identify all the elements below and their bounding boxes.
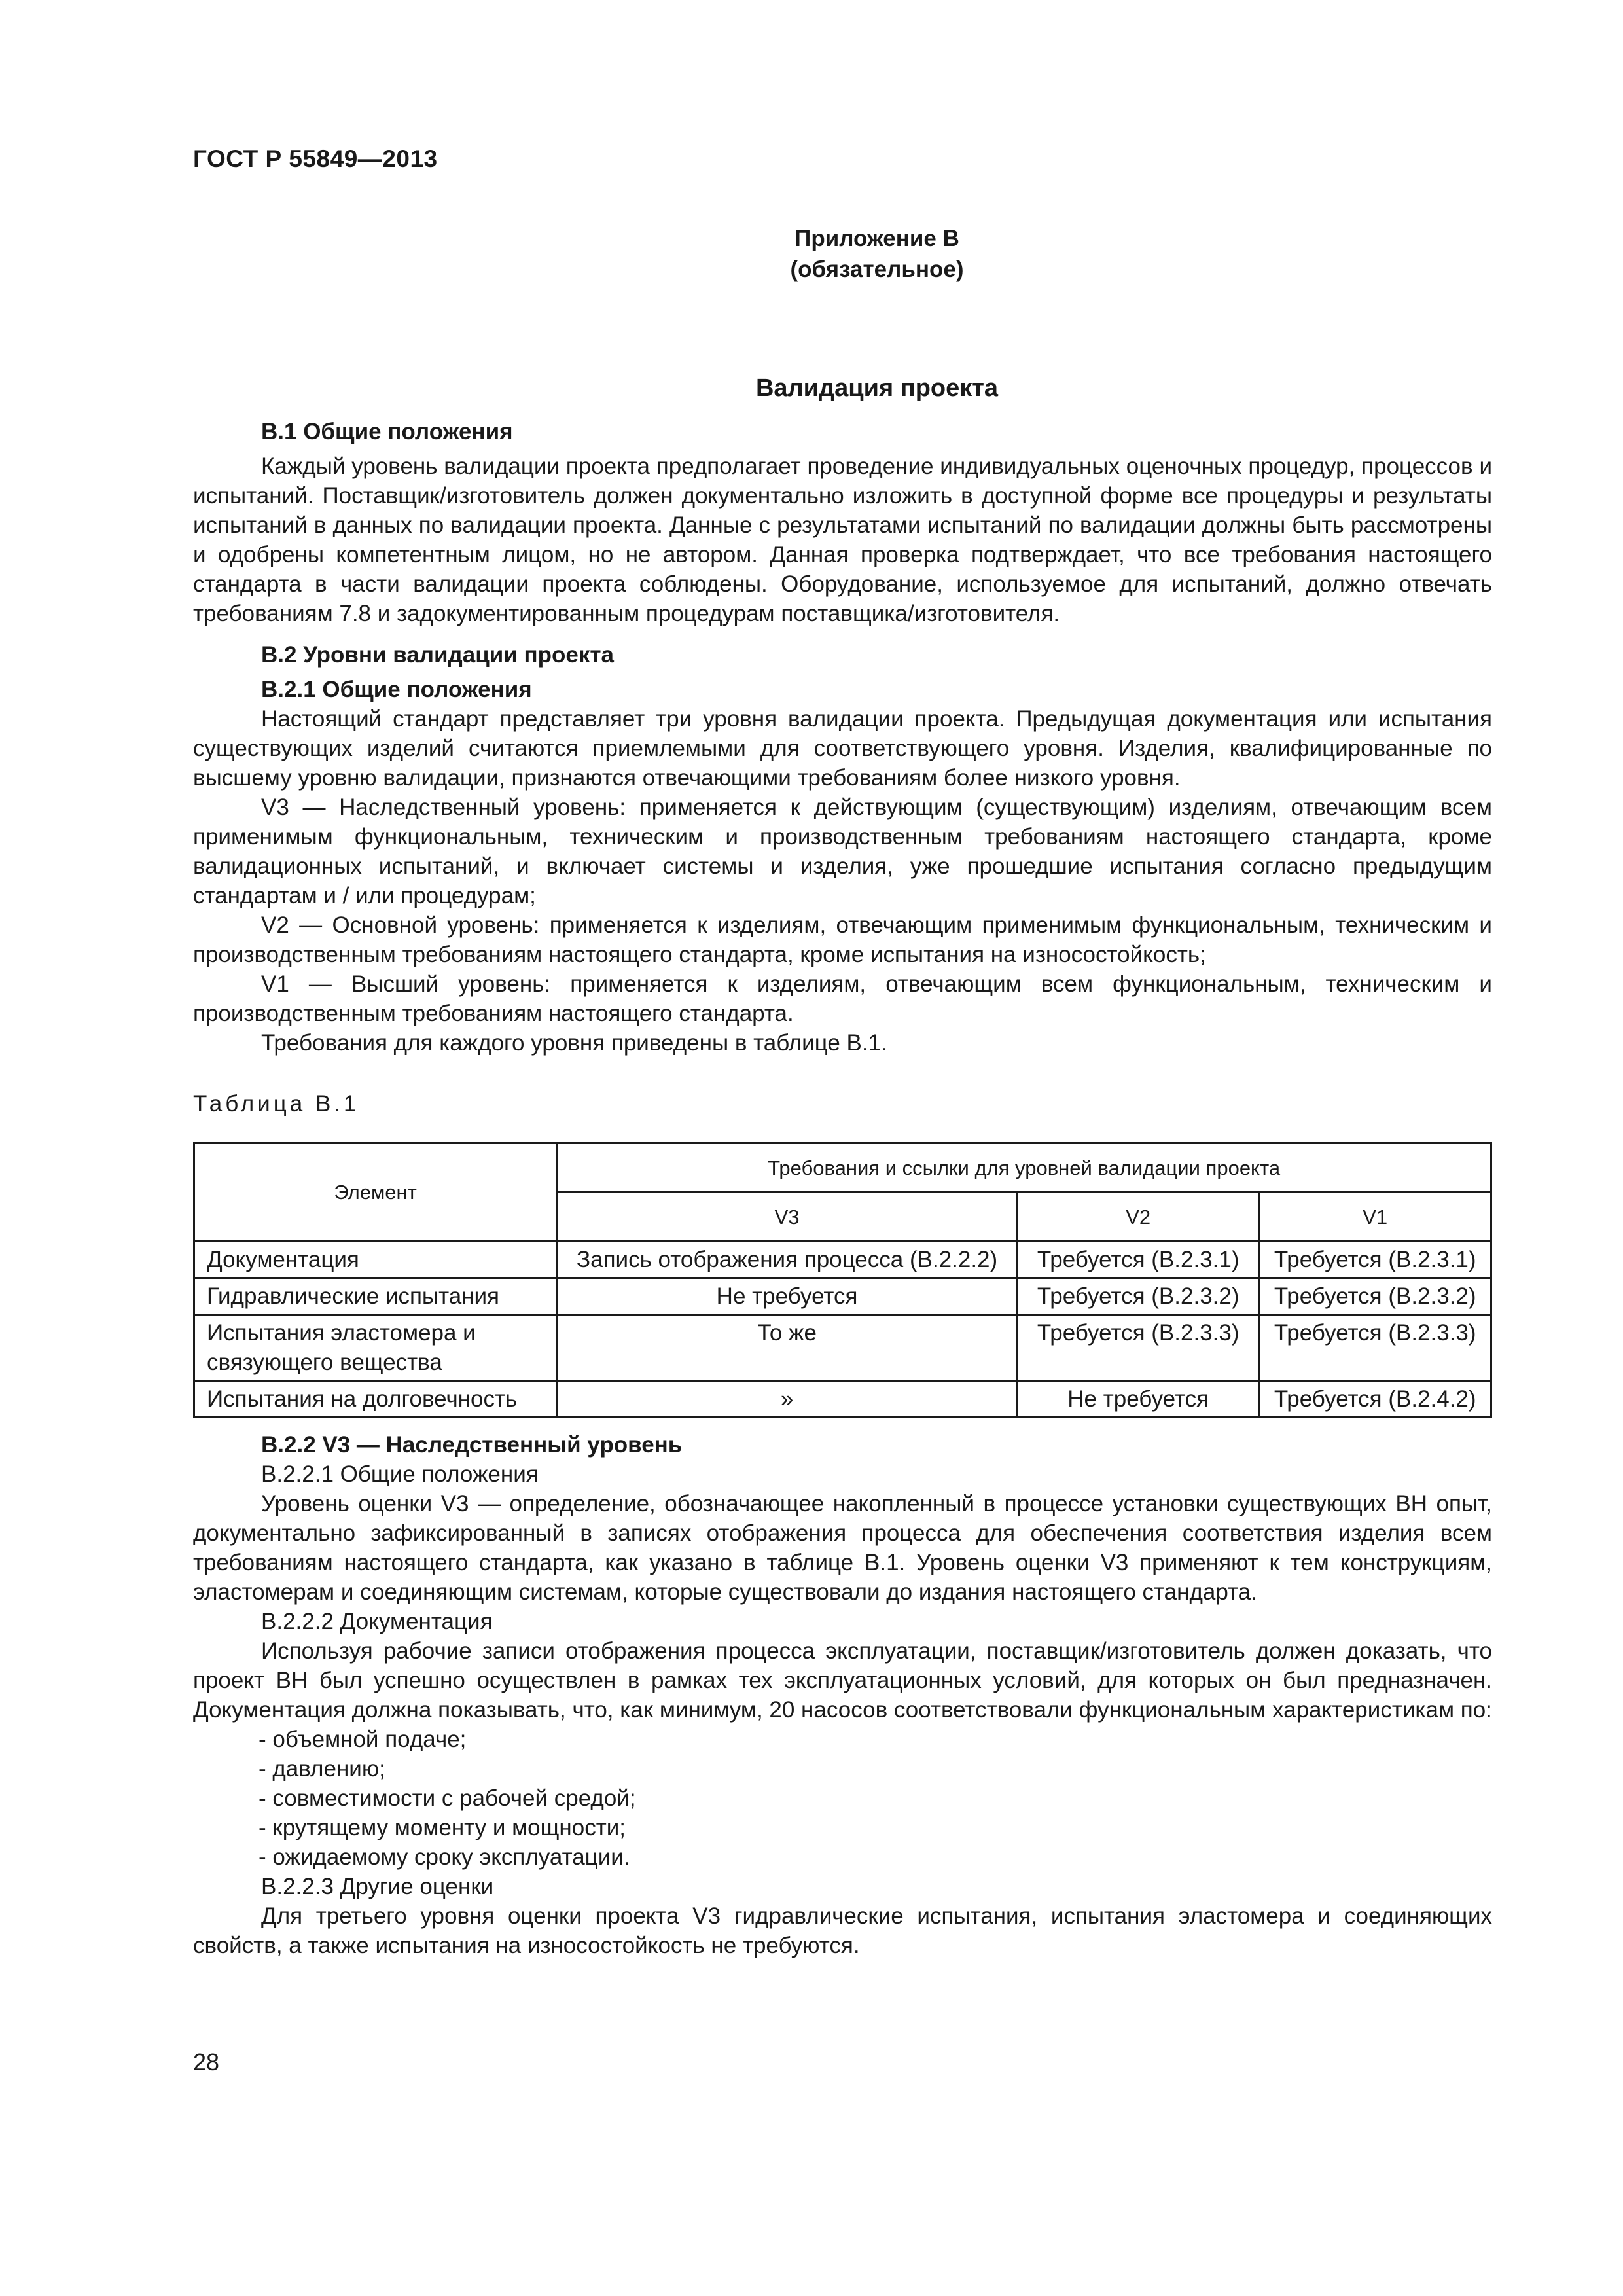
table-header-v3: V3 bbox=[557, 1193, 1018, 1242]
table-cell-element: Документация bbox=[194, 1242, 557, 1278]
table-cell-v1: Требуется (В.2.3.2) bbox=[1259, 1278, 1491, 1315]
section-b223-text: Для третьего уровня оценки проекта V3 гидравлические испытания, испытания эластомера и соединяющих свойств, а также испытания на износостойкость не требуются. bbox=[193, 1903, 1492, 1958]
table-row bbox=[194, 1278, 1491, 1315]
section-b21-paragraph-1: Настоящий стандарт представляет три уровня валидации проекта. Предыдущая документация или испытания существующих изделий считаются приемлемыми для соответствующего уровня. Изделия, квалифицированные по высшему уровню валидации, признаются отвечающими требованиям более низкого уровня. bbox=[193, 706, 1492, 791]
level-v1-description: V1 — Высший уровень: применяется к изделиям, отвечающим всем функциональным, техническим и производственным требованиям настоящего стандарта. bbox=[193, 971, 1492, 1026]
section-b1-paragraph: Каждый уровень валидации проекта предполагает проведение индивидуальных оценочных процедур, процессов и испытаний. Поставщик/изготовитель должен документально изложить в доступной форме все процедуры и результаты испытаний в данных по валидации проекта. Данные с результатами испытаний по валидации должны быть рассмотрены и одобрены компетентным лицом, но не автором. Данная проверка подтверждает, что все требования настоящего стандарта в части валидации проекта соблюдены. Оборудование, используемое для испытаний, должно отвечать требованиям 7.8 и задокументированным процедурам поставщика/изготовителя. bbox=[193, 454, 1492, 626]
section-heading-b2: В.2 Уровни валидации проекта bbox=[261, 642, 614, 668]
level-v2-description: V2 — Основной уровень: применяется к изделиям, отвечающим применимым функциональным, техническим и производственным требованиям настоящего стандарта, кроме испытания на износостойкость; bbox=[193, 912, 1492, 967]
subsection-heading-b222: В.2.2.2 Документация bbox=[261, 1609, 493, 1634]
appendix-title: Валидация проекта bbox=[755, 374, 999, 402]
subsection-heading-b21: В.2.1 Общие положения bbox=[261, 677, 532, 702]
table-row bbox=[194, 1315, 1491, 1381]
table-cell-element: Испытания на долговечность bbox=[194, 1381, 557, 1418]
table-cell-element: Испытания эластомера и связующего вещества bbox=[194, 1315, 557, 1381]
subsection-heading-b221: В.2.2.1 Общие положения bbox=[261, 1462, 539, 1487]
table-cell-v2: Требуется (В.2.3.1) bbox=[1017, 1242, 1259, 1278]
table-cell-v2: Не требуется bbox=[1017, 1381, 1259, 1418]
appendix-label: Приложение В bbox=[794, 226, 959, 251]
table-header-v2: V2 bbox=[1017, 1193, 1259, 1242]
list-item: - совместимости с рабочей средой; bbox=[259, 1785, 636, 1811]
table-row bbox=[194, 1242, 1491, 1278]
table-cell-v1: Требуется (В.2.3.1) bbox=[1259, 1242, 1491, 1278]
section-b221-text: Уровень оценки V3 — определение, обозначающее накопленный в процессе установки существующих ВН опыт, документально зафиксированный в записях отображения процесса для обеспечения соответствия изделия всем требованиям настоящего стандарта, как указано в таблице В.1. Уровень оценки V3 применяют к тем конструкциям, эластомерам и соединяющим системам, которые существовали до издания настоящего стандарта. bbox=[193, 1491, 1492, 1605]
subsection-heading-b223: В.2.2.3 Другие оценки bbox=[261, 1874, 494, 1899]
section-heading-b22: В.2.2 V3 — Наследственный уровень bbox=[261, 1432, 683, 1458]
table-cell-v1: Требуется (В.2.3.3) bbox=[1259, 1315, 1491, 1381]
table-row bbox=[194, 1381, 1491, 1418]
appendix-status: (обязательное) bbox=[790, 257, 964, 282]
table-header-group: Требования и ссылки для уровней валидации проекта bbox=[557, 1143, 1491, 1193]
table-cell-v2: Требуется (В.2.3.2) bbox=[1017, 1278, 1259, 1315]
table-reference-text: Требования для каждого уровня приведены в таблице В.1. bbox=[261, 1030, 887, 1056]
table-cell-v2: Требуется (В.2.3.3) bbox=[1017, 1315, 1259, 1381]
table-cell-v1: Требуется (В.2.4.2) bbox=[1259, 1381, 1491, 1418]
section-heading-b1: В.1 Общие положения bbox=[261, 419, 513, 444]
table-header-v1: V1 bbox=[1259, 1193, 1491, 1242]
document-body bbox=[193, 417, 1492, 1960]
list-item: - крутящему моменту и мощности; bbox=[259, 1815, 626, 1840]
standard-header: ГОСТ Р 55849—2013 bbox=[193, 145, 438, 172]
list-item: - давлению; bbox=[259, 1756, 385, 1782]
table-cell-element: Гидравлические испытания bbox=[194, 1278, 557, 1315]
list-item: - ожидаемому сроку эксплуатации. bbox=[259, 1844, 630, 1870]
list-item: - объемной подаче; bbox=[259, 1727, 467, 1752]
section-b222-text: Используя рабочие записи отображения процесса эксплуатации, поставщик/изготовитель должен доказать, что проект ВН был успешно осуществлен в рамках тех эксплуатационных условий, для которых он был предназначен. Документация должна показывать, что, как минимум, 20 насосов соответствовали функциональным характеристикам по: bbox=[193, 1638, 1492, 1723]
table-cell-v3: » bbox=[557, 1381, 1018, 1418]
validation-levels-table bbox=[193, 1142, 1492, 1418]
table-cell-v3: Не требуется bbox=[557, 1278, 1018, 1315]
table-header-element: Элемент bbox=[194, 1143, 557, 1242]
table-cell-v3: Запись отображения процесса (В.2.2.2) bbox=[557, 1242, 1018, 1278]
table-cell-v3: То же bbox=[557, 1315, 1018, 1381]
table-caption: Таблица В.1 bbox=[193, 1091, 360, 1117]
level-v3-description: V3 — Наследственный уровень: применяется к действующим (существующим) изделиям, отвечающим всем применимым функциональным, техническим и производственным требованиям настоящего стандарта, кроме валидационных испытаний, и включает системы и изделия, уже прошедшие испытания согласно предыдущим стандартам и / или процедурам; bbox=[193, 795, 1492, 908]
page-number: 28 bbox=[193, 2049, 220, 2075]
